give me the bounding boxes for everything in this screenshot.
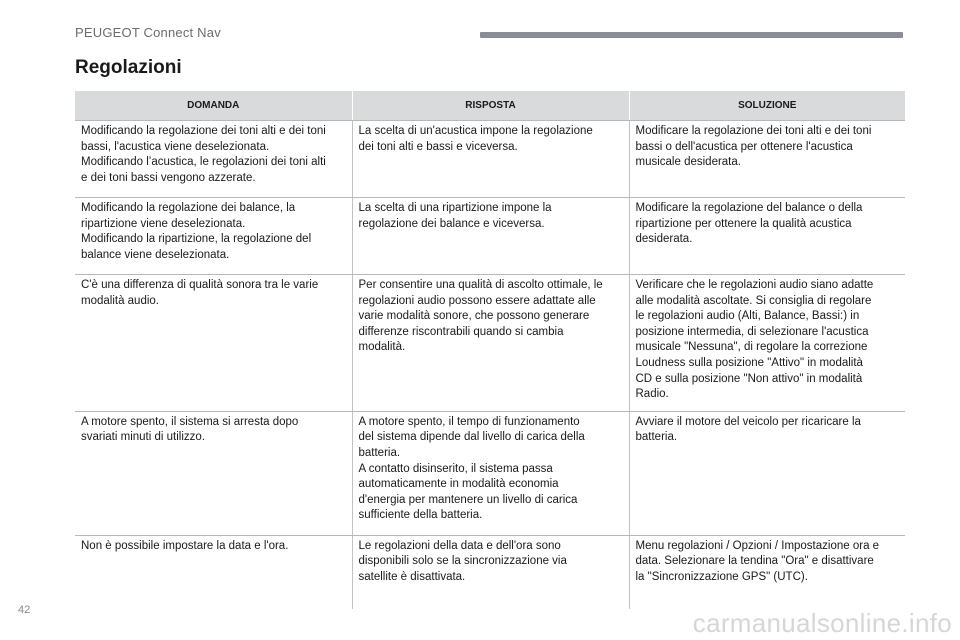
soluzione-cell: Modificare la regolazione dei toni alti e dei toni bassi o dell'acustica per ottenere l'acustica musicale desiderata. (629, 121, 905, 198)
risposta-cell: A motore spento, il tempo di funzionamento del sistema dipende dal livello di carica della batteria. A contatto disinserito, il sistema passa automaticamente in modalità economia d'energia per mantenere un livello di carica sufficiente della batteria. (352, 411, 629, 535)
manual-section-label: PEUGEOT Connect Nav (75, 25, 221, 40)
column-header-risposta: RISPOSTA (352, 91, 629, 121)
header-divider-bar (480, 32, 903, 38)
soluzione-cell: Menu regolazioni / Opzioni / Impostazione ora e data. Selezionare la tendina "Ora" e disattivare la "Sincronizzazione GPS" (UTC). (635, 539, 880, 583)
troubleshooting-table (75, 91, 905, 609)
watermark: carmanualsonline.info (692, 608, 952, 638)
soluzione-cell: Modificare la regolazione del balance o della ripartizione per ottenere la qualità acustica desiderata. (629, 198, 905, 275)
domanda-cell: C'è una differenza di qualità sonora tra le varie modalità audio. (75, 275, 352, 412)
domanda-cell: Modificando la regolazione dei balance, la ripartizione viene deselezionata. Modificando la ripartizione, la regolazione del balance viene deselezionata. (75, 198, 352, 275)
table-row (75, 198, 905, 275)
domanda-cell: Modificando la regolazione dei toni alti e dei toni bassi, l'acustica viene deselezionata. Modificando l’acustica, le regolazioni dei toni alti e dei toni bassi vengono azzerate. (75, 121, 352, 198)
column-header-soluzione: SOLUZIONE (629, 91, 905, 121)
page-number: 42 (18, 604, 31, 616)
table-row (75, 275, 905, 412)
table-header-row (75, 91, 905, 121)
table-row (75, 535, 905, 609)
risposta-cell: La scelta di una ripartizione impone la regolazione dei balance e viceversa. (352, 198, 629, 275)
domanda-cell: Non è possibile impostare la data e l'ora. (75, 535, 352, 609)
column-header-domanda: DOMANDA (75, 91, 352, 121)
risposta-cell: Le regolazioni della data e dell'ora sono disponibili solo se la sincronizzazione via satellite è disattivata. (352, 535, 629, 609)
soluzione-cell: Verificare che le regolazioni audio siano adatte alle modalità ascoltate. Si consiglia di regolare le regolazioni audio (Alti, Balance, Bassi:) in posizione intermedia, di selezionare l'acustica musicale "Nessuna", di regolare la correzione Loudness sulla posizione "Attivo" in modalità CD e sulla posizione "Non attivo" in modalità Radio. (629, 275, 905, 412)
risposta-cell: Per consentire una qualità di ascolto ottimale, le regolazioni audio possono essere adattate alle varie modalità sonore, che possono generare differenze riscontrabili quando si cambia modalità. (352, 275, 629, 412)
domanda-cell: A motore spento, il sistema si arresta dopo svariati minuti di utilizzo. (75, 411, 352, 535)
page-title: Regolazioni (75, 57, 182, 78)
soluzione-cell: Avviare il motore del veicolo per ricaricare la batteria. (629, 411, 905, 535)
table-row (75, 411, 905, 535)
table-row (75, 121, 905, 198)
risposta-cell: La scelta di un'acustica impone la regolazione dei toni alti e bassi e viceversa. (352, 121, 629, 198)
